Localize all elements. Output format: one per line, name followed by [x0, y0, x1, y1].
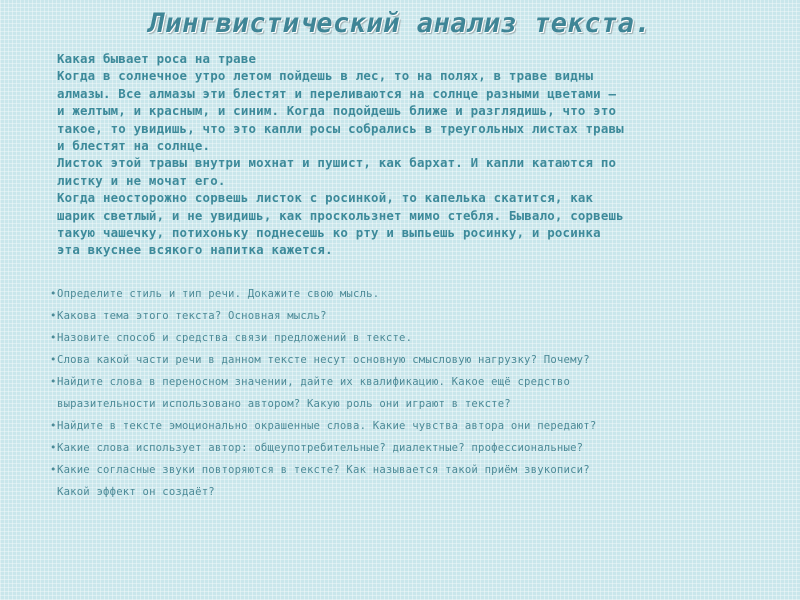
question-text: Найдите слова в переносном значении, дайте их квалификацию. Какое ещё средство [57, 376, 571, 388]
bullet-icon: • [50, 376, 57, 388]
passage-line: Когда в солнечное утро летом пойдешь в лес, то на полях, в траве видны [57, 68, 594, 84]
question-item [50, 283, 770, 305]
passage-line: алмазы. Все алмазы эти блестят и переливаются на солнце разными цветами — [57, 85, 617, 101]
passage-line: шарик светлый, и не увидишь, как проскользнет мимо стебля. Бывало, сорвешь [57, 207, 624, 223]
question-text: Какие слова использует автор: общеупотребительные? диалектные? профессиональные? [57, 442, 584, 454]
question-text: Какие согласные звуки повторяются в тексте? Как называется такой приём звукописи? [57, 464, 590, 476]
question-text: Назовите способ и средства связи предложений в тексте. [57, 332, 413, 344]
bullet-icon: • [50, 288, 57, 300]
bullet-icon: • [50, 464, 57, 476]
question-text-continued: Какой эффект он создаёт? [57, 486, 215, 498]
passage-line: такую чашечку, потихоньку поднесешь ко рту и выпьешь росинку, и росинка [57, 225, 601, 241]
passage-line: такое, то увидишь, что это капли росы собрались в треугольных листах травы [57, 120, 624, 136]
bullet-icon: • [50, 310, 57, 322]
passage-line: листку и не мочат его. [57, 172, 226, 188]
slide-title: Лингвистический анализ текста. [148, 8, 652, 39]
question-text: Какова тема этого текста? Основная мысль? [57, 310, 327, 322]
passage-heading: Какая бывает роса на траве [57, 51, 257, 66]
passage-line: эта вкуснее всякого напитка кажется. [57, 242, 333, 258]
question-item [50, 349, 770, 371]
passage-line: Листок этой травы внутри мохнат и пушист, как бархат. И капли катаются по [57, 155, 617, 171]
question-text-continued: выразительности использовано автором? Какую роль они играют в тексте? [57, 398, 511, 410]
question-item [50, 371, 770, 415]
question-text: Найдите в тексте эмоционально окрашенные слова. Какие чувства автора они передают? [57, 420, 597, 432]
bullet-icon: • [50, 332, 57, 344]
question-text: Слова какой части речи в данном тексте несут основную смысловую нагрузку? Почему? [57, 354, 590, 366]
question-item [50, 415, 770, 437]
passage-line: и желтым, и красным, и синим. Когда подойдешь ближе и разглядишь, что это [57, 103, 617, 119]
question-list [50, 283, 770, 503]
bullet-icon: • [50, 420, 57, 432]
bullet-icon: • [50, 354, 57, 366]
passage-text [57, 50, 757, 259]
passage-line: Когда неосторожно сорвешь листок с росинкой, то капелька скатится, как [57, 190, 594, 206]
question-text: Определите стиль и тип речи. Докажите свою мысль. [57, 288, 380, 300]
question-item [50, 437, 770, 459]
question-item [50, 459, 770, 503]
passage-line: и блестят на солнце. [57, 138, 211, 154]
question-item [50, 327, 770, 349]
bullet-icon: • [50, 442, 57, 454]
question-item [50, 305, 770, 327]
